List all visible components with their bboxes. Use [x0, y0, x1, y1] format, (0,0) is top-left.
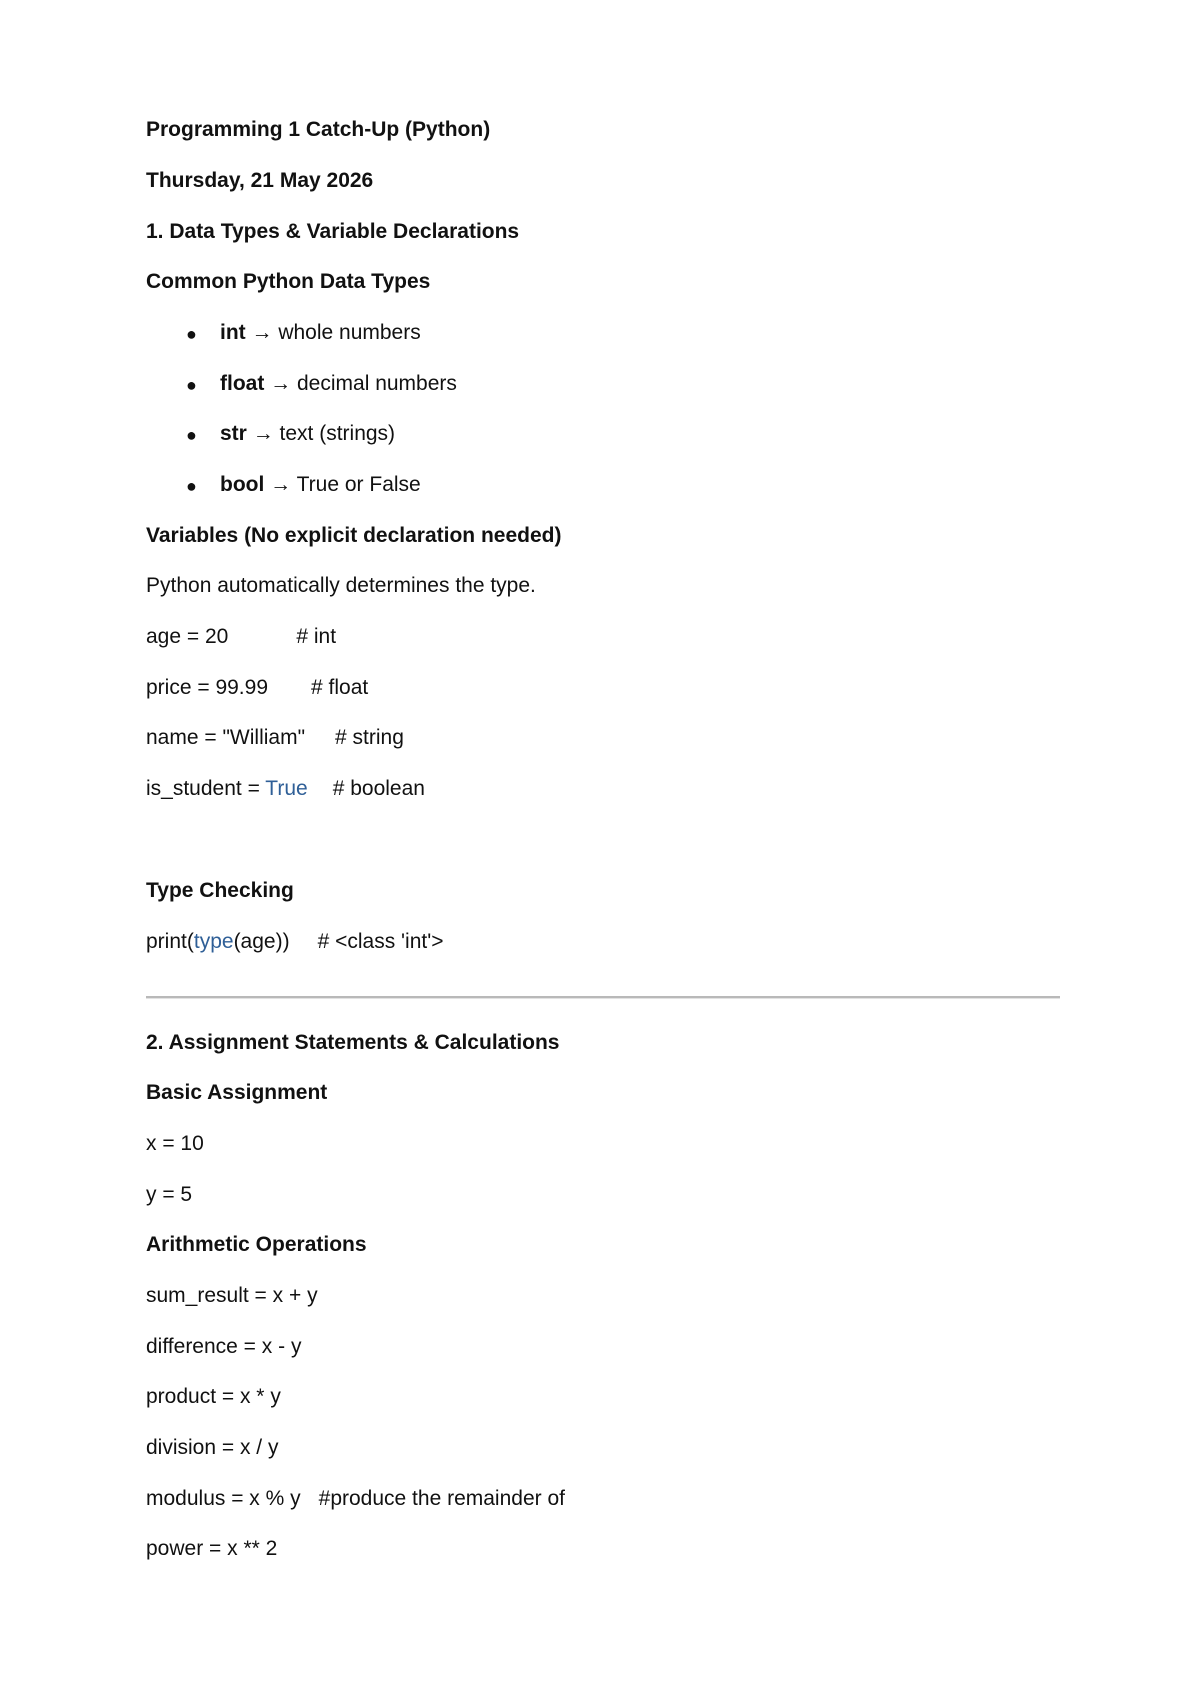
bullet-icon: ●	[186, 375, 197, 395]
arithmetic-subheading: Arithmetic Operations	[146, 1233, 367, 1256]
code-line-difference: difference = x - y	[146, 1335, 302, 1358]
code-line-y: y = 5	[146, 1183, 193, 1206]
code-comment: # <class 'int'>	[317, 930, 444, 953]
arrow-icon: →	[264, 372, 297, 395]
variables-subheading: Variables (No explicit declaration needed)	[146, 524, 562, 547]
keyword-true: True	[265, 777, 308, 800]
document-date: Thursday, 21 May 2026	[146, 169, 374, 192]
code-line-name	[146, 724, 404, 752]
section2-heading: 2. Assignment Statements & Calculations	[146, 1031, 560, 1054]
data-types-subheading: Common Python Data Types	[146, 270, 431, 293]
basic-assignment-subheading: Basic Assignment	[146, 1081, 328, 1104]
type-description: True or False	[296, 473, 421, 496]
code-comment: # float	[311, 676, 369, 699]
code-comment: #produce the remainder of	[318, 1487, 565, 1510]
code-statement: age = 20	[146, 625, 229, 648]
type-checking-subheading: Type Checking	[146, 879, 294, 902]
bullet-icon: ●	[186, 324, 197, 344]
code-statement: price = 99.99	[146, 676, 269, 699]
variables-intro: Python automatically determines the type.	[146, 574, 536, 597]
type-name: float	[220, 372, 265, 395]
type-description: whole numbers	[278, 321, 421, 344]
code-comment: # string	[335, 726, 404, 749]
section1-heading: 1. Data Types & Variable Declarations	[146, 220, 520, 243]
type-name: bool	[220, 473, 265, 496]
arrow-icon: →	[246, 422, 280, 445]
code-statement: is_student =	[146, 777, 266, 800]
type-description: decimal numbers	[297, 372, 457, 395]
code-line-type-check: print(type(age)) # <class 'int'>	[146, 930, 444, 953]
code-line-modulus	[146, 1485, 565, 1513]
code-statement: modulus = x % y	[146, 1487, 301, 1510]
keyword-type: type	[193, 930, 234, 953]
type-name: str	[220, 422, 247, 445]
code-line-division: division = x / y	[146, 1436, 279, 1459]
code-statement: name = "William"	[146, 726, 306, 749]
code-comment: # int	[296, 625, 337, 648]
document-title: Programming 1 Catch-Up (Python)	[146, 118, 491, 141]
code-line-student	[146, 775, 425, 803]
bullet-icon: ●	[186, 476, 197, 496]
code-line-power: power = x ** 2	[146, 1537, 278, 1560]
bullet-icon: ●	[186, 425, 197, 445]
code-line-age	[146, 623, 336, 651]
code-line-x: x = 10	[146, 1132, 204, 1155]
arrow-icon: →	[245, 321, 279, 344]
code-line-sum: sum_result = x + y	[146, 1284, 318, 1307]
code-line-price	[146, 674, 368, 702]
code-line-product: product = x * y	[146, 1385, 281, 1408]
horizontal-rule	[146, 996, 1060, 999]
arrow-icon: →	[264, 473, 297, 496]
code-comment: # boolean	[332, 777, 425, 800]
type-description: text (strings)	[279, 422, 396, 445]
type-name: int	[220, 321, 246, 344]
